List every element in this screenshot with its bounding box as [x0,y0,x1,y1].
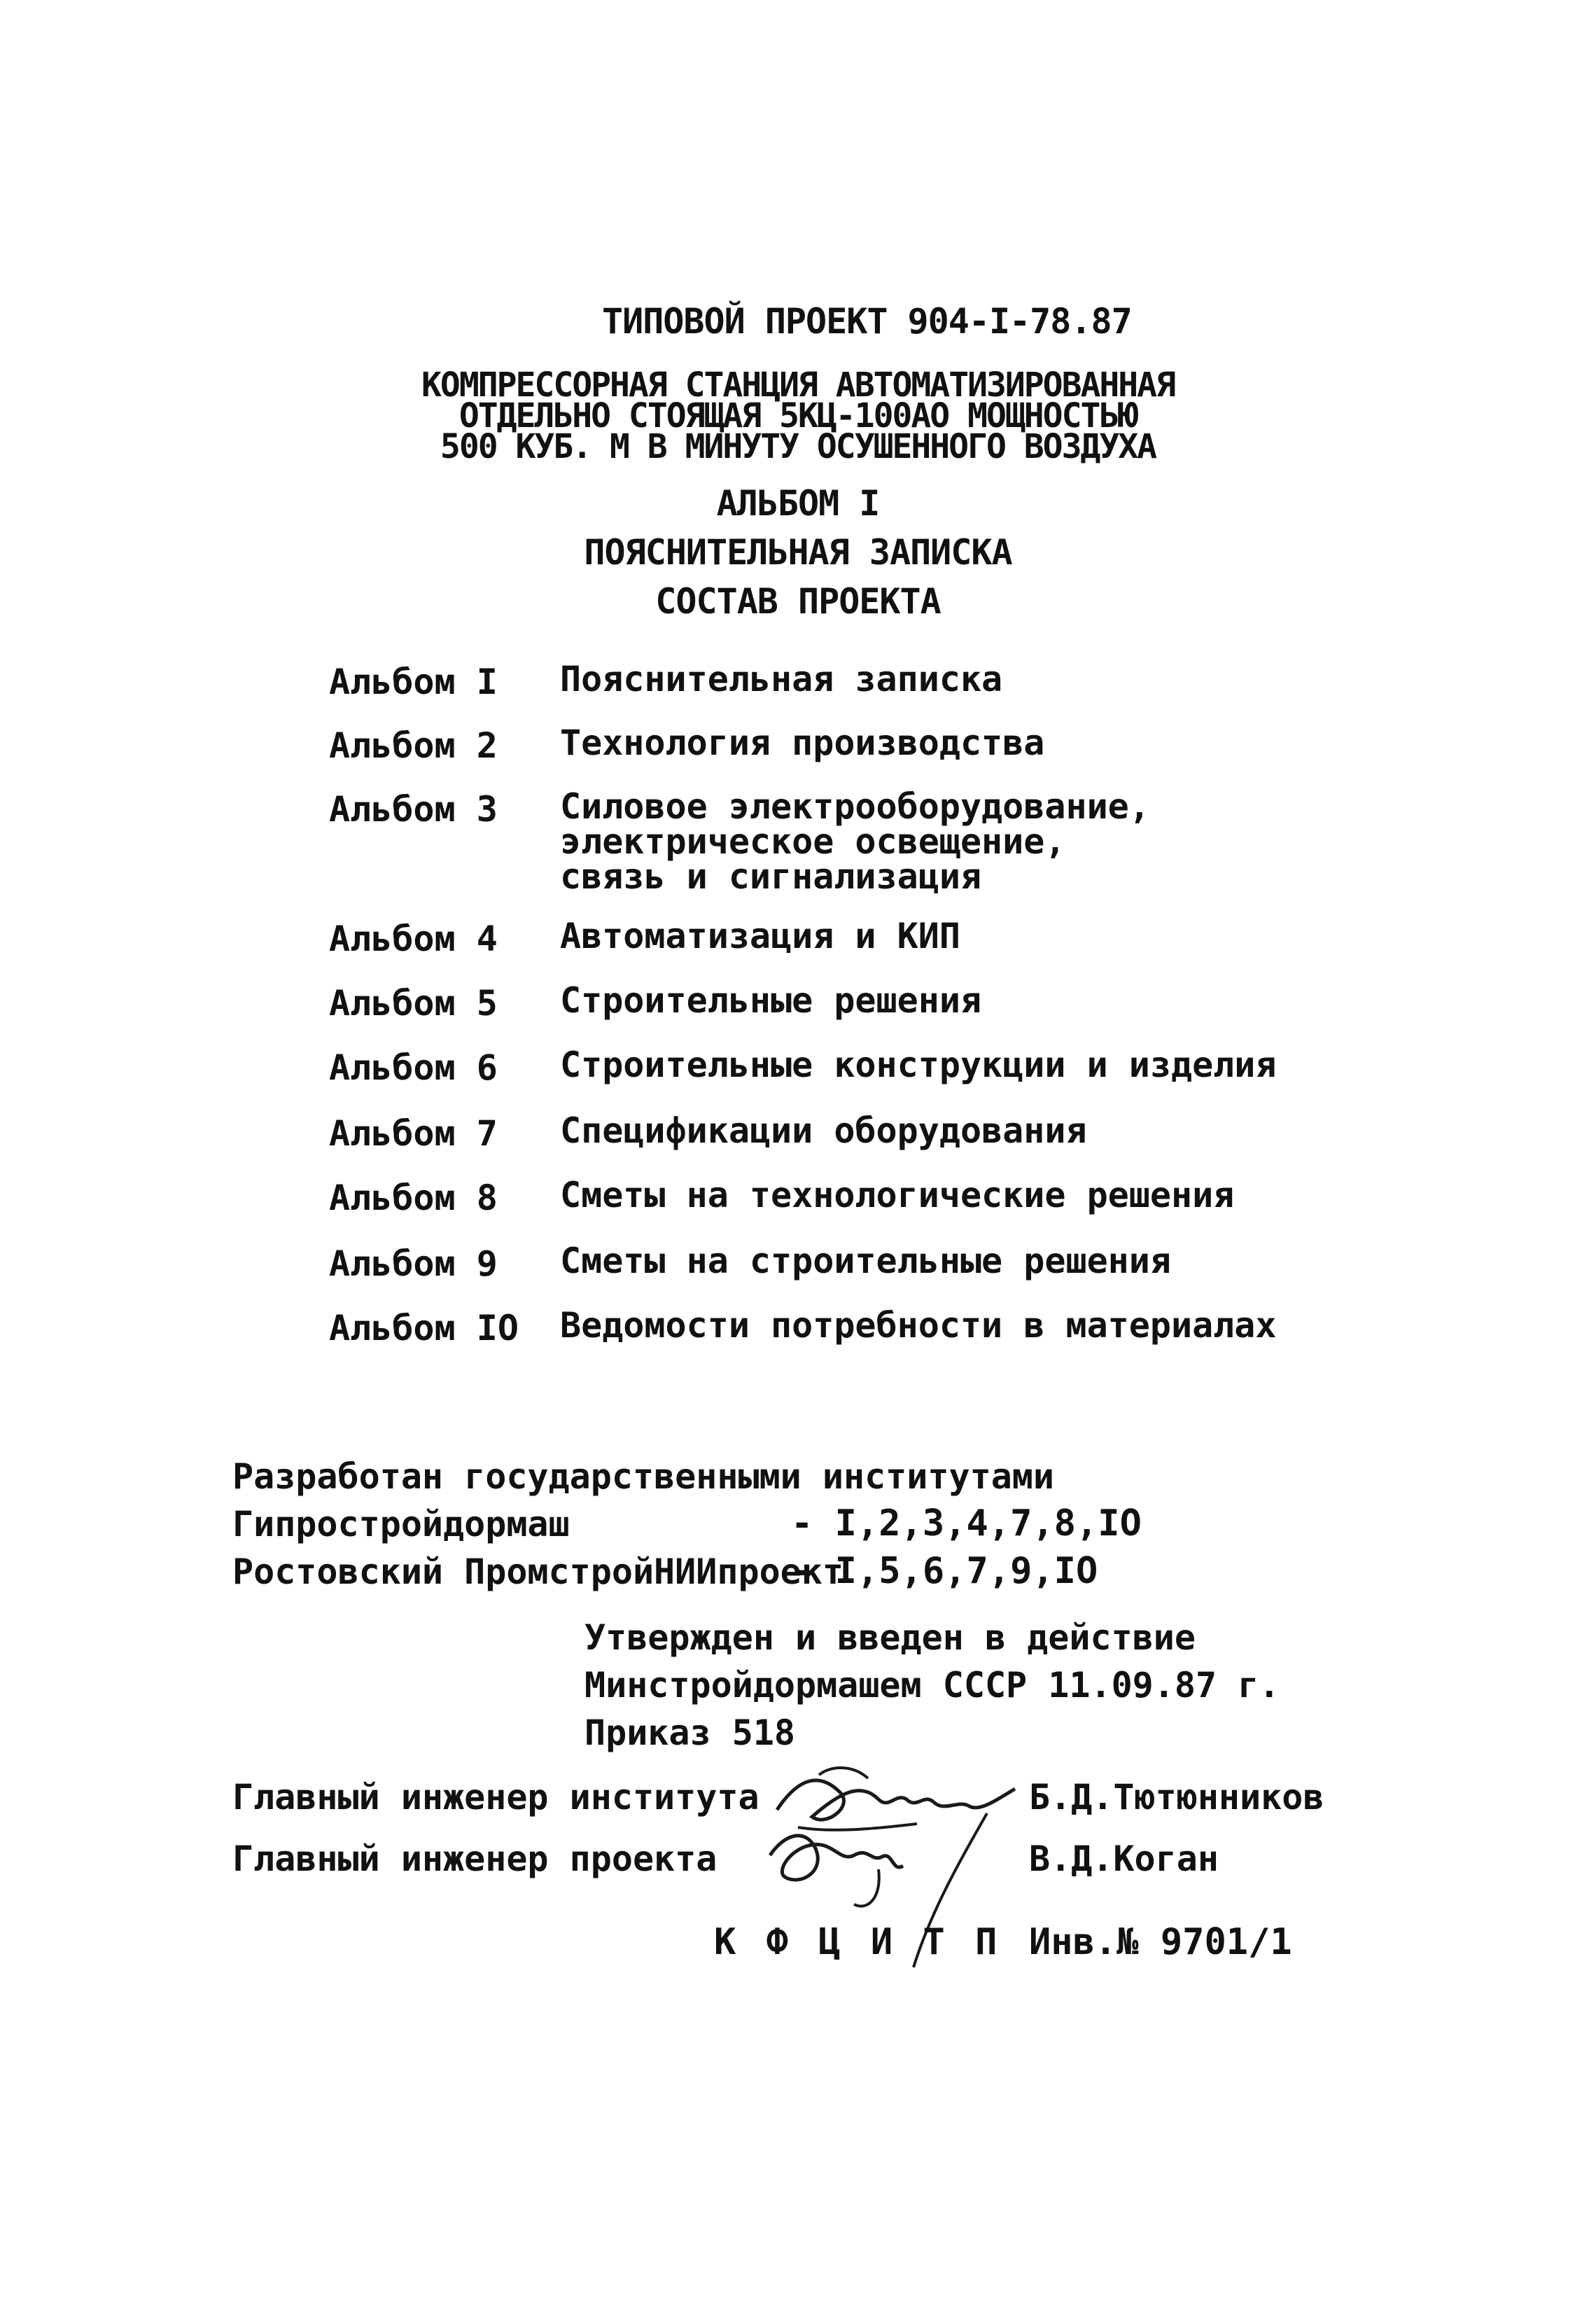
album-name-4: Альбом 4 [329,919,498,959]
subtitle-line-1: КОМПРЕССОРНАЯ СТАНЦИЯ АВТОМАТИЗИРОВАННАЯ [421,365,1175,405]
chief-role-2: Главный инженер проекта [232,1839,718,1879]
album-name-5: Альбом 5 [329,983,498,1024]
album-desc-10: Ведомости потребности в материалах [560,1305,1277,1346]
album-desc-9: Сметы на строительные решения [560,1241,1171,1281]
album-desc-2: Технология производства [560,723,1045,763]
album-desc-1: Пояснительная записка [560,659,1003,699]
album-name-3: Альбом 3 [329,789,498,830]
approval-line-1: Утвержден и введен в действие [584,1617,1196,1658]
subtitle-line-2: ОТДЕЛЬНО СТОЯЩАЯ 5КЦ-100АО МОЩНОСТЬЮ [458,396,1138,435]
album-name-6: Альбом 6 [329,1047,498,1088]
approval-line-2: Минстройдормашем СССР 11.09.87 г. [584,1665,1280,1705]
album-name-7: Альбом 7 [329,1113,498,1154]
developers-intro: Разработан государственными институтами [232,1456,1054,1497]
subtitle-line-3: 500 КУБ. М В МИНУТУ ОСУШЕННОГО ВОЗДУХА [440,427,1156,466]
project-title: ТИПОВОЙ ПРОЕКТ 904-I-78.87 [602,301,1132,342]
album-desc-6: Строительные конструкции и изделия [560,1045,1277,1085]
developer-name-1: Гипростройдормаш [232,1504,570,1544]
album-desc-8: Сметы на технологические решения [560,1175,1235,1215]
footer-inventory: Инв.№ 9701/1 [1029,1921,1292,1963]
album-name-8: Альбом 8 [329,1178,498,1218]
section-title: СОСТАВ ПРОЕКТА [655,581,941,622]
album-name-1: Альбом I [329,662,498,702]
album-name-9: Альбом 9 [329,1243,498,1284]
developer-codes-2: - I,5,6,7,9,IO [791,1550,1098,1592]
album-desc-5: Строительные решения [560,980,982,1021]
chief-name-2: В.Д.Коган [1029,1839,1219,1879]
developer-name-2: Ростовский ПромстройНИИпроект [232,1551,844,1592]
album-desc-3: Силовое электрооборудование, электрическое освещение, связь и сигнализация [560,786,1150,897]
album-desc-7: Спецификации оборудования [560,1110,1087,1151]
album-title: ПОЯСНИТЕЛЬНАЯ ЗАПИСКА [584,532,1012,573]
approval-line-3: Приказ 518 [584,1712,796,1753]
footer-org: К Ф Ц И Т П [714,1921,1002,1963]
album-name-2: Альбом 2 [329,725,498,766]
album-label: АЛЬБОМ I [716,483,880,524]
chief-role-1: Главный инженер института [232,1777,760,1818]
album-desc-4: Автоматизация и КИП [560,916,960,956]
album-name-10: Альбом IO [329,1308,519,1348]
developer-codes-1: - I,2,3,4,7,8,IO [791,1502,1142,1544]
chief-name-1: Б.Д.Тютюнников [1029,1777,1324,1818]
